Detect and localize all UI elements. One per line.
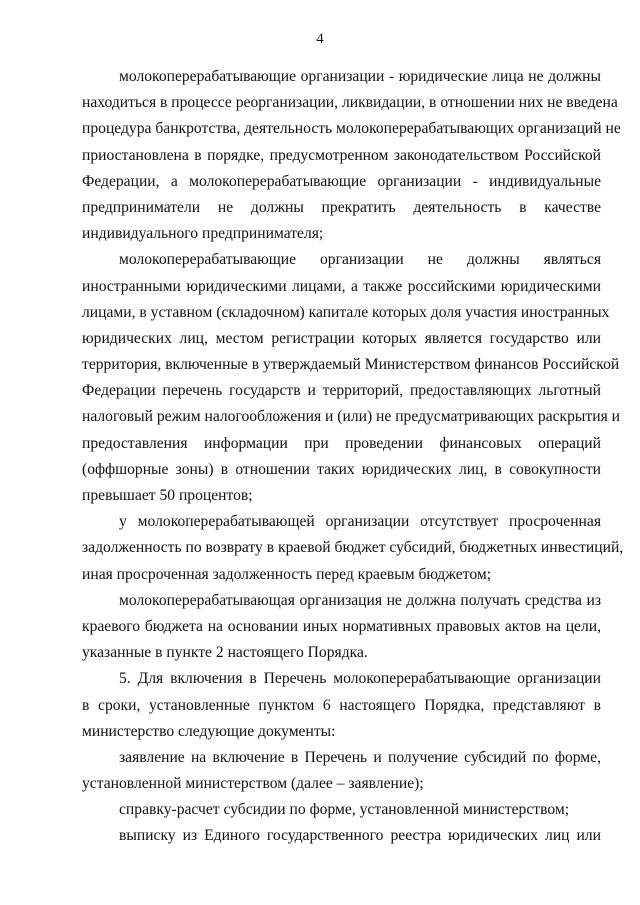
text-line: приостановлена в порядке, предусмотренном законодательством Российской <box>82 146 601 164</box>
text-line: министерство следующие документы: <box>82 722 336 740</box>
text-line: иностранными юридическими лицами, а также российскими юридическими <box>82 277 601 295</box>
text-line: налоговый режим налогообложения и (или) не предусматривающих раскрытия и <box>82 408 620 426</box>
text-line: в сроки, установленные пунктом 6 настоящего Порядка, представляют в <box>82 696 601 714</box>
text-line: 5. Для включения в Перечень молокоперерабатывающие организации <box>119 670 601 688</box>
text-line: выписку из Единого государственного реестра юридических лиц или <box>119 827 601 845</box>
text-line: Федерации, а молокоперерабатывающие организации - индивидуальные <box>82 172 601 190</box>
text-line: задолженность по возврату в краевой бюджет субсидий, бюджетных инвестиций, <box>82 539 624 557</box>
text-line: заявление на включение в Перечень и получение субсидий по форме, <box>119 748 601 766</box>
text-line: лицами, в уставном (складочном) капитале которых доля участия иностранных <box>82 303 610 321</box>
text-line: краевого бюджета на основании иных нормативных правовых актов на цели, <box>82 617 601 635</box>
text-line: у молокоперерабатывающей организации отсутствует просроченная <box>119 513 601 531</box>
text-line: справку-расчет субсидии по форме, установленной министерством; <box>119 801 570 819</box>
text-line: (оффшорные зоны) в отношении таких юридических лиц, в совокупности <box>82 460 601 478</box>
text-line: предприниматели не должны прекратить деятельность в качестве <box>82 198 601 216</box>
text-line: территория, включенные в утверждаемый Министерством финансов Российской <box>82 356 620 374</box>
page-number: 4 <box>316 31 324 47</box>
text-line: превышает 50 процентов; <box>82 487 253 504</box>
text-line: иная просроченная задолженность перед краевым бюджетом; <box>82 565 492 583</box>
text-line: индивидуального предпринимателя; <box>82 225 324 243</box>
text-line: процедура банкротства, деятельность молокоперерабатывающих организаций не <box>82 120 621 138</box>
text-line: указанные в пункте 2 настоящего Порядка. <box>82 644 368 662</box>
text-line: молокоперерабатывающие организации - юридические лица не должны <box>119 68 601 85</box>
text-line: находиться в процессе реорганизации, ликвидации, в отношении них не введена <box>82 94 618 112</box>
text-line: установленной министерством (далее – заявление); <box>82 775 424 793</box>
text-line: Федерации перечень государств и территорий, предоставляющих льготный <box>82 382 601 400</box>
text-line: молокоперерабатывающая организация не должна получать средства из <box>119 591 601 609</box>
text-line: предоставления информации при проведении финансовых операций <box>82 434 601 452</box>
text-line: юридических лиц, местом регистрации которых является государство или <box>82 329 601 347</box>
text-line: молокоперерабатывающие организации не должны являться <box>119 251 601 269</box>
document-body <box>82 64 624 850</box>
